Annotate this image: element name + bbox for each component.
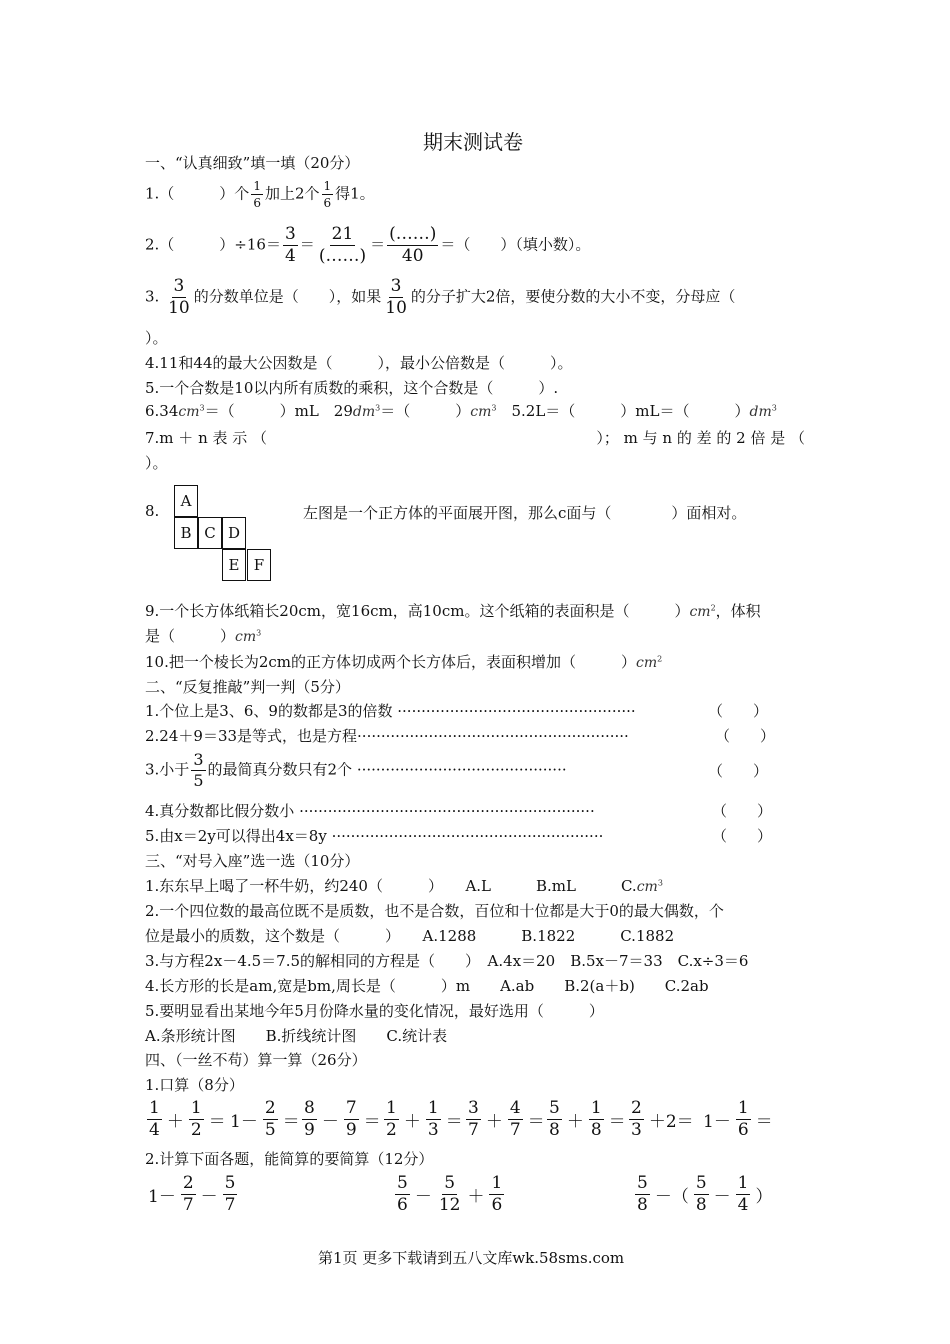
judge-paren-2: （ ） xyxy=(715,727,776,745)
judge-paren-1: （ ） xyxy=(708,702,769,720)
choice-question-4: 4.长方形的长是am,宽是bm,周长是（ ）m A.ab B.2(a＋b) C.2ab xyxy=(145,977,709,995)
question-1-3-end: ）。 xyxy=(145,329,168,347)
oral-item-3: $\frac{8}{9}$ － $\frac{7}{9}$ ＝ xyxy=(304,1098,381,1140)
choice-question-5: 5.要明显看出某地今年5月份降水量的变化情况，最好选用（ ） xyxy=(145,1002,604,1020)
question-1-9-end: 是（ ）$cm^3$ xyxy=(145,627,262,645)
page-footer: 第1页 更多下载请到五八文库wk.58sms.com xyxy=(318,1249,625,1267)
calc-item-3: $\frac{5}{8}$ －（ $\frac{5}{8}$ － $\frac{1}{4}$ ） xyxy=(637,1173,773,1215)
oral-item-7: $\frac{2}{3}$ ＋2＝ xyxy=(631,1098,694,1140)
question-1-8-number: 8. xyxy=(145,502,160,520)
question-1-10: 10.把一个棱长为2cm的正方体切成两个长方体后，表面积增加（ ）$cm^2$ xyxy=(145,653,663,671)
question-1-9: 9.一个长方体纸箱长20cm，宽16cm，高10cm。这个纸箱的表面积是（ ）$cm^2$，体积 xyxy=(145,602,761,620)
page-title: 期末测试卷 xyxy=(423,130,523,154)
section-4-heading: 四、（一丝不苟）算一算（26分） xyxy=(145,1051,367,1069)
question-1-6: $6.34cm^3=$（ ）mL $29dm^3=$（ ）$cm^3$ 5.2L＝（ ）mL＝（ ）$dm^3$ xyxy=(145,402,777,420)
judge-item-1: 1.个位上是3、6、9的数都是3的倍数 ·················································· xyxy=(145,702,636,720)
question-1-3: 3. $\frac{3}{10}$ 的分数单位是（ ），如果 $\frac{3}{10}$ 的分子扩大2倍，要使分数的大小不变，分母应（ xyxy=(145,276,736,318)
question-1-2: 2.（ ）÷16＝ $\frac{3}{4}$ ＝ $\frac{21}{(\dots\dots)}$ ＝ $\frac{(\dots\dots)}{40}$ ＝（ ）（填小数）。 xyxy=(145,224,591,266)
cube-net-diagram xyxy=(174,485,274,585)
oral-calc-heading: 1.口算（8分） xyxy=(145,1076,244,1094)
judge-paren-4: （ ） xyxy=(712,802,773,820)
choice-question-3: 3.与方程2x－4.5＝7.5的解相同的方程是（ ） A.4x＝20 B.5x－7＝33 C.x÷3＝6 xyxy=(145,952,749,970)
oral-item-6: $\frac{5}{8}$ ＋ $\frac{1}{8}$ ＝ xyxy=(549,1098,626,1140)
cube-face-d: D xyxy=(222,517,246,549)
calc-item-2: $\frac{5}{6}$ － $\frac{5}{12}$ ＋ $\frac{1}{6}$ xyxy=(397,1173,503,1215)
section-3-heading: 三、“对号入座”选一选（10分） xyxy=(145,852,360,870)
choice-question-5-options: A.条形统计图 B.折线统计图 C.统计表 xyxy=(145,1027,448,1045)
question-1-7-end: ）。 xyxy=(145,454,168,472)
cube-face-b: B xyxy=(174,517,198,549)
cube-face-e: E xyxy=(222,549,246,581)
question-1-4: 4.11和44的最大公因数是（ ），最小公倍数是（ ）。 xyxy=(145,354,573,372)
oral-item-5: $\frac{3}{7}$ ＋ $\frac{4}{7}$ ＝ xyxy=(468,1098,545,1140)
calc-item-1: 1－ $\frac{2}{7}$ － $\frac{5}{7}$ xyxy=(148,1173,236,1215)
oral-item-2: 1－ $\frac{2}{5}$ ＝ xyxy=(230,1098,300,1140)
cube-face-f: F xyxy=(247,549,271,581)
judge-item-5: 5.由x＝2y可以得出4x＝8y ························································· xyxy=(145,827,604,845)
judge-item-3: 3.小于 $\frac{3}{5}$ 的最简真分数只有2个 ············································ xyxy=(145,752,567,789)
question-1-1: 1.（ ）个 $\frac{1}{6}$ 加上2个 $\frac{1}{6}$ 得1。 xyxy=(145,179,375,210)
choice-question-2-line2: 位是最小的质数，这个数是（ ） A.1288 B.1822 C.1882 xyxy=(145,927,675,945)
oral-item-1: $\frac{1}{4}$ ＋ $\frac{1}{2}$ ＝ xyxy=(149,1098,226,1140)
section-2-heading: 二、“反复推敲”判一判（5分） xyxy=(145,678,350,696)
oral-item-8: 1－ $\frac{1}{6}$ ＝ xyxy=(703,1098,773,1140)
question-1-5: 5.一个合数是10以内所有质数的乘积，这个合数是（ ）. xyxy=(145,379,559,397)
judge-paren-3: （ ） xyxy=(708,762,769,780)
cube-face-a: A xyxy=(174,485,198,517)
section-1-heading: 一、“认真细致”填一填（20分） xyxy=(145,154,360,172)
oral-item-4: $\frac{1}{2}$ ＋ $\frac{1}{3}$ ＝ xyxy=(386,1098,463,1140)
question-1-8-text: 左图是一个正方体的平面展开图，那么c面与（ ）面相对。 xyxy=(303,504,747,522)
choice-question-1: 1.东东早上喝了一杯牛奶，约240（ ） A.L B.mL $C.cm^3$ xyxy=(145,877,663,895)
cube-face-c: C xyxy=(198,517,222,549)
question-1-7: 7.m ＋ n 表 示 （ ）； m 与 n 的 差 的 2 倍 是 （ xyxy=(145,429,805,447)
judge-paren-5: （ ） xyxy=(712,827,773,845)
calc-heading: 2.计算下面各题，能简算的要简算（12分） xyxy=(145,1150,434,1168)
judge-item-4: 4.真分数都比假分数小 ······························································ xyxy=(145,802,595,820)
choice-question-2: 2.一个四位数的最高位既不是质数，也不是合数，百位和十位都是大于0的最大偶数，个 xyxy=(145,902,724,920)
judge-item-2: 2.24＋9＝33是等式，也是方程························································· xyxy=(145,727,629,745)
